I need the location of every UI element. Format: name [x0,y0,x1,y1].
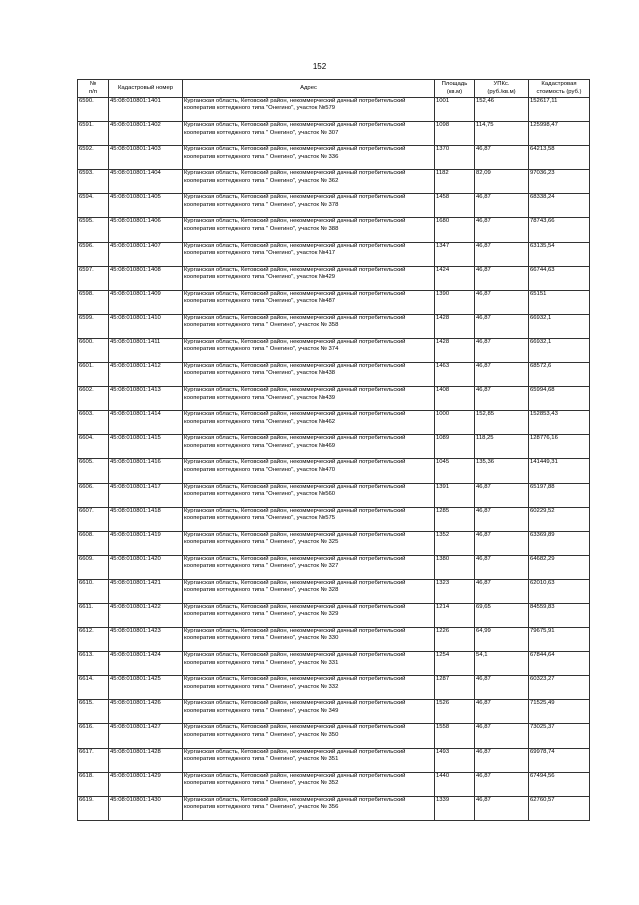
upks-cell: 46,87 [475,748,529,772]
header-cost: Кадастровая стоимость (руб.) [529,80,590,98]
area-cell: 1391 [435,483,475,507]
area-cell: 1214 [435,603,475,627]
row-number-cell: 6609. [78,555,109,579]
cadastral-cost-cell: 62760,57 [529,796,590,820]
cadastral-cost-cell: 68338,24 [529,194,590,218]
cadastral-number-cell: 45:08:010801:1425 [109,676,183,700]
upks-cell: 46,87 [475,772,529,796]
area-cell: 1045 [435,459,475,483]
address-cell: Курганская область, Кетовский район, некоммерческий дачный потребительский кооператив коттеджного типа " Онегино", участок № 336 [183,146,435,170]
cadastral-number-cell: 45:08:010801:1407 [109,242,183,266]
table-row [78,387,590,411]
area-cell: 1458 [435,194,475,218]
upks-cell: 135,36 [475,459,529,483]
upks-cell: 46,87 [475,194,529,218]
table-row [78,218,590,242]
upks-cell: 152,46 [475,98,529,122]
cadastral-cost-cell: 128776,16 [529,435,590,459]
table-row [78,411,590,435]
address-cell: Курганская область, Кетовский район, некоммерческий дачный потребительский кооператив коттеджного типа " Онегино", участок № 350 [183,724,435,748]
upks-cell: 46,87 [475,387,529,411]
address-cell: Курганская область, Кетовский район, некоммерческий дачный потребительский кооператив коттеджного типа "Онегино", участок №462 [183,411,435,435]
cadastral-number-cell: 45:08:010801:1424 [109,652,183,676]
cadastral-number-cell: 45:08:010801:1401 [109,98,183,122]
cadastral-number-cell: 45:08:010801:1422 [109,603,183,627]
header-upks: УПКс. (руб./кв.м) [475,80,529,98]
row-number-cell: 6605. [78,459,109,483]
cadastral-cost-cell: 64213,58 [529,146,590,170]
table-row [78,700,590,724]
area-cell: 1428 [435,338,475,362]
table-row [78,676,590,700]
cadastral-cost-cell: 125998,47 [529,122,590,146]
cadastral-number-cell: 45:08:010801:1410 [109,314,183,338]
cadastral-cost-cell: 69978,74 [529,748,590,772]
upks-cell: 46,87 [475,146,529,170]
table-row [78,579,590,603]
row-number-cell: 6604. [78,435,109,459]
cadastral-number-cell: 45:08:010801:1402 [109,122,183,146]
header-address: Адрес [183,80,435,98]
row-number-cell: 6597. [78,266,109,290]
cadastral-number-cell: 45:08:010801:1426 [109,700,183,724]
table-row [78,338,590,362]
cadastral-cost-cell: 63369,89 [529,531,590,555]
cadastral-cost-cell: 152617,11 [529,98,590,122]
cadastral-number-cell: 45:08:010801:1420 [109,555,183,579]
area-cell: 1182 [435,170,475,194]
upks-cell: 54,1 [475,652,529,676]
cadastral-cost-cell: 60323,27 [529,676,590,700]
row-number-cell: 6591. [78,122,109,146]
cadastral-cost-cell: 67494,56 [529,772,590,796]
cadastral-cost-cell: 64682,29 [529,555,590,579]
upks-cell: 46,87 [475,555,529,579]
table-row [78,603,590,627]
cadastral-cost-cell: 65994,68 [529,387,590,411]
table-row [78,290,590,314]
table-row [78,122,590,146]
cadastral-cost-cell: 71525,49 [529,700,590,724]
address-cell: Курганская область, Кетовский район, некоммерческий дачный потребительский кооператив коттеджного типа " Онегино", участок № 356 [183,796,435,820]
row-number-cell: 6595. [78,218,109,242]
row-number-cell: 6596. [78,242,109,266]
upks-cell: 46,87 [475,700,529,724]
area-cell: 1098 [435,122,475,146]
page-number: 152 [312,62,327,71]
row-number-cell: 6610. [78,579,109,603]
table-row [78,98,590,122]
area-cell: 1254 [435,652,475,676]
table-row [78,194,590,218]
address-cell: Курганская область, Кетовский район, некоммерческий дачный потребительский кооператив коттеджного типа "Онегино", участок №487 [183,290,435,314]
upks-cell: 46,87 [475,796,529,820]
cadastral-number-cell: 45:08:010801:1406 [109,218,183,242]
cadastral-cost-cell: 66932,1 [529,314,590,338]
area-cell: 1089 [435,435,475,459]
address-cell: Курганская область, Кетовский район, некоммерческий дачный потребительский кооператив коттеджного типа " Онегино", участок № 332 [183,676,435,700]
table-header-row [78,80,590,98]
upks-cell: 46,87 [475,266,529,290]
table-row [78,507,590,531]
upks-cell: 64,99 [475,628,529,652]
upks-cell: 46,87 [475,242,529,266]
address-cell: Курганская область, Кетовский район, некоммерческий дачный потребительский кооператив коттеджного типа " Онегино", участок № 330 [183,628,435,652]
upks-cell: 46,87 [475,290,529,314]
table-row [78,170,590,194]
row-number-cell: 6608. [78,531,109,555]
cadastral-number-cell: 45:08:010801:1429 [109,772,183,796]
cadastral-number-cell: 45:08:010801:1415 [109,435,183,459]
address-cell: Курганская область, Кетовский район, некоммерческий дачный потребительский кооператив коттеджного типа "Онегино", участок №470 [183,459,435,483]
table-row [78,483,590,507]
address-cell: Курганская область, Кетовский район, некоммерческий дачный потребительский кооператив коттеджного типа "Онегино", участок №575 [183,507,435,531]
cadastral-number-cell: 45:08:010801:1418 [109,507,183,531]
area-cell: 1526 [435,700,475,724]
row-number-cell: 6602. [78,387,109,411]
row-number-cell: 6613. [78,652,109,676]
upks-cell: 46,87 [475,338,529,362]
area-cell: 1380 [435,555,475,579]
cadastral-number-cell: 45:08:010801:1430 [109,796,183,820]
address-cell: Курганская область, Кетовский район, некоммерческий дачный потребительский кооператив коттеджного типа "Онегино", участок №438 [183,363,435,387]
cadastral-number-cell: 45:08:010801:1423 [109,628,183,652]
cadastral-cost-cell: 66744,63 [529,266,590,290]
area-cell: 1408 [435,387,475,411]
row-number-cell: 6606. [78,483,109,507]
cadastral-cost-cell: 141449,31 [529,459,590,483]
cadastral-cost-cell: 79675,91 [529,628,590,652]
table-row [78,555,590,579]
upks-cell: 46,87 [475,218,529,242]
area-cell: 1558 [435,724,475,748]
table-row [78,748,590,772]
cadastral-cost-cell: 63135,54 [529,242,590,266]
area-cell: 1370 [435,146,475,170]
area-cell: 1339 [435,796,475,820]
cadastral-number-cell: 45:08:010801:1419 [109,531,183,555]
row-number-cell: 6616. [78,724,109,748]
header-num: № п/п [78,80,109,98]
cadastral-number-cell: 45:08:010801:1414 [109,411,183,435]
address-cell: Курганская область, Кетовский район, некоммерческий дачный потребительский кооператив коттеджного типа " Онегино", участок № 325 [183,531,435,555]
address-cell: Курганская область, Кетовский район, некоммерческий дачный потребительский кооператив коттеджного типа " Онегино", участок № 329 [183,603,435,627]
cadastral-number-cell: 45:08:010801:1413 [109,387,183,411]
cadastral-number-cell: 45:08:010801:1412 [109,363,183,387]
cadastral-cost-cell: 73025,37 [529,724,590,748]
row-number-cell: 6592. [78,146,109,170]
area-cell: 1390 [435,290,475,314]
address-cell: Курганская область, Кетовский район, некоммерческий дачный потребительский кооператив коттеджного типа " Онегино", участок № 328 [183,579,435,603]
cadastral-cost-cell: 84559,83 [529,603,590,627]
cadastral-cost-cell: 68572,6 [529,363,590,387]
table-row [78,531,590,555]
row-number-cell: 6617. [78,748,109,772]
row-number-cell: 6600. [78,338,109,362]
table-row [78,772,590,796]
address-cell: Курганская область, Кетовский район, некоммерческий дачный потребительский кооператив коттеджного типа "Онегино", участок №560 [183,483,435,507]
table-row [78,242,590,266]
cadastral-number-cell: 45:08:010801:1404 [109,170,183,194]
address-cell: Курганская область, Кетовский район, некоммерческий дачный потребительский кооператив коттеджного типа " Онегино", участок № 352 [183,772,435,796]
table-row [78,796,590,820]
address-cell: Курганская область, Кетовский район, некоммерческий дачный потребительский кооператив коттеджного типа " Онегино", участок № 374 [183,338,435,362]
row-number-cell: 6603. [78,411,109,435]
row-number-cell: 6601. [78,363,109,387]
upks-cell: 152,85 [475,411,529,435]
cadastral-number-cell: 45:08:010801:1417 [109,483,183,507]
area-cell: 1352 [435,531,475,555]
upks-cell: 118,25 [475,435,529,459]
cadastral-cost-cell: 152853,43 [529,411,590,435]
area-cell: 1287 [435,676,475,700]
row-number-cell: 6607. [78,507,109,531]
table-row [78,628,590,652]
address-cell: Курганская область, Кетовский район, некоммерческий дачный потребительский кооператив коттеджного типа " Онегино", участок № 307 [183,122,435,146]
cadastral-table [77,79,590,821]
area-cell: 1226 [435,628,475,652]
table-row [78,459,590,483]
area-cell: 1680 [435,218,475,242]
cadastral-cost-cell: 67844,64 [529,652,590,676]
row-number-cell: 6611. [78,603,109,627]
table-row [78,652,590,676]
address-cell: Курганская область, Кетовский район, некоммерческий дачный потребительский кооператив коттеджного типа " Онегино", участок № 331 [183,652,435,676]
cadastral-cost-cell: 78743,66 [529,218,590,242]
upks-cell: 46,87 [475,314,529,338]
table-row [78,435,590,459]
cadastral-number-cell: 45:08:010801:1403 [109,146,183,170]
row-number-cell: 6618. [78,772,109,796]
upks-cell: 46,87 [475,507,529,531]
header-cadastral: Кадастровый номер [109,80,183,98]
address-cell: Курганская область, Кетовский район, некоммерческий дачный потребительский кооператив коттеджного типа " Онегино", участок № 349 [183,700,435,724]
row-number-cell: 6590. [78,98,109,122]
upks-cell: 46,87 [475,579,529,603]
upks-cell: 82,09 [475,170,529,194]
address-cell: Курганская область, Кетовский район, некоммерческий дачный потребительский кооператив коттеджного типа "Онегино", участок №579 [183,98,435,122]
cadastral-cost-cell: 65197,88 [529,483,590,507]
area-cell: 1000 [435,411,475,435]
table-row [78,266,590,290]
row-number-cell: 6615. [78,700,109,724]
address-cell: Курганская область, Кетовский район, некоммерческий дачный потребительский кооператив коттеджного типа " Онегино", участок № 388 [183,218,435,242]
address-cell: Курганская область, Кетовский район, некоммерческий дачный потребительский кооператив коттеджного типа "Онегино", участок №429 [183,266,435,290]
area-cell: 1463 [435,363,475,387]
address-cell: Курганская область, Кетовский район, некоммерческий дачный потребительский кооператив коттеджного типа " Онегино", участок № 362 [183,170,435,194]
upks-cell: 114,75 [475,122,529,146]
cadastral-number-cell: 45:08:010801:1409 [109,290,183,314]
table-row [78,724,590,748]
upks-cell: 46,87 [475,531,529,555]
address-cell: Курганская область, Кетовский район, некоммерческий дачный потребительский кооператив коттеджного типа "Онегино", участок №439 [183,387,435,411]
upks-cell: 69,65 [475,603,529,627]
table-row [78,314,590,338]
upks-cell: 46,87 [475,676,529,700]
cadastral-number-cell: 45:08:010801:1408 [109,266,183,290]
cadastral-cost-cell: 60229,52 [529,507,590,531]
row-number-cell: 6599. [78,314,109,338]
address-cell: Курганская область, Кетовский район, некоммерческий дачный потребительский кооператив коттеджного типа "Онегино", участок №469 [183,435,435,459]
cadastral-number-cell: 45:08:010801:1416 [109,459,183,483]
address-cell: Курганская область, Кетовский район, некоммерческий дачный потребительский кооператив коттеджного типа " Онегино", участок № 378 [183,194,435,218]
row-number-cell: 6612. [78,628,109,652]
row-number-cell: 6598. [78,290,109,314]
area-cell: 1347 [435,242,475,266]
upks-cell: 46,87 [475,483,529,507]
header-area: Площадь (кв.м) [435,80,475,98]
address-cell: Курганская область, Кетовский район, некоммерческий дачный потребительский кооператив коттеджного типа " Онегино", участок № 351 [183,748,435,772]
area-cell: 1323 [435,579,475,603]
area-cell: 1428 [435,314,475,338]
upks-cell: 46,87 [475,724,529,748]
area-cell: 1001 [435,98,475,122]
area-cell: 1285 [435,507,475,531]
address-cell: Курганская область, Кетовский район, некоммерческий дачный потребительский кооператив коттеджного типа " Онегино", участок № 358 [183,314,435,338]
row-number-cell: 6619. [78,796,109,820]
address-cell: Курганская область, Кетовский район, некоммерческий дачный потребительский кооператив коттеджного типа "Онегино", участок №417 [183,242,435,266]
cadastral-number-cell: 45:08:010801:1421 [109,579,183,603]
cadastral-number-cell: 45:08:010801:1427 [109,724,183,748]
cadastral-cost-cell: 97036,23 [529,170,590,194]
cadastral-cost-cell: 65151 [529,290,590,314]
area-cell: 1493 [435,748,475,772]
cadastral-number-cell: 45:08:010801:1428 [109,748,183,772]
row-number-cell: 6593. [78,170,109,194]
cadastral-cost-cell: 62010,63 [529,579,590,603]
upks-cell: 46,87 [475,363,529,387]
row-number-cell: 6594. [78,194,109,218]
cadastral-number-cell: 45:08:010801:1411 [109,338,183,362]
cadastral-number-cell: 45:08:010801:1405 [109,194,183,218]
cadastral-cost-cell: 66932,1 [529,338,590,362]
area-cell: 1424 [435,266,475,290]
area-cell: 1440 [435,772,475,796]
address-cell: Курганская область, Кетовский район, некоммерческий дачный потребительский кооператив коттеджного типа " Онегино", участок № 327 [183,555,435,579]
row-number-cell: 6614. [78,676,109,700]
table-row [78,363,590,387]
table-row [78,146,590,170]
